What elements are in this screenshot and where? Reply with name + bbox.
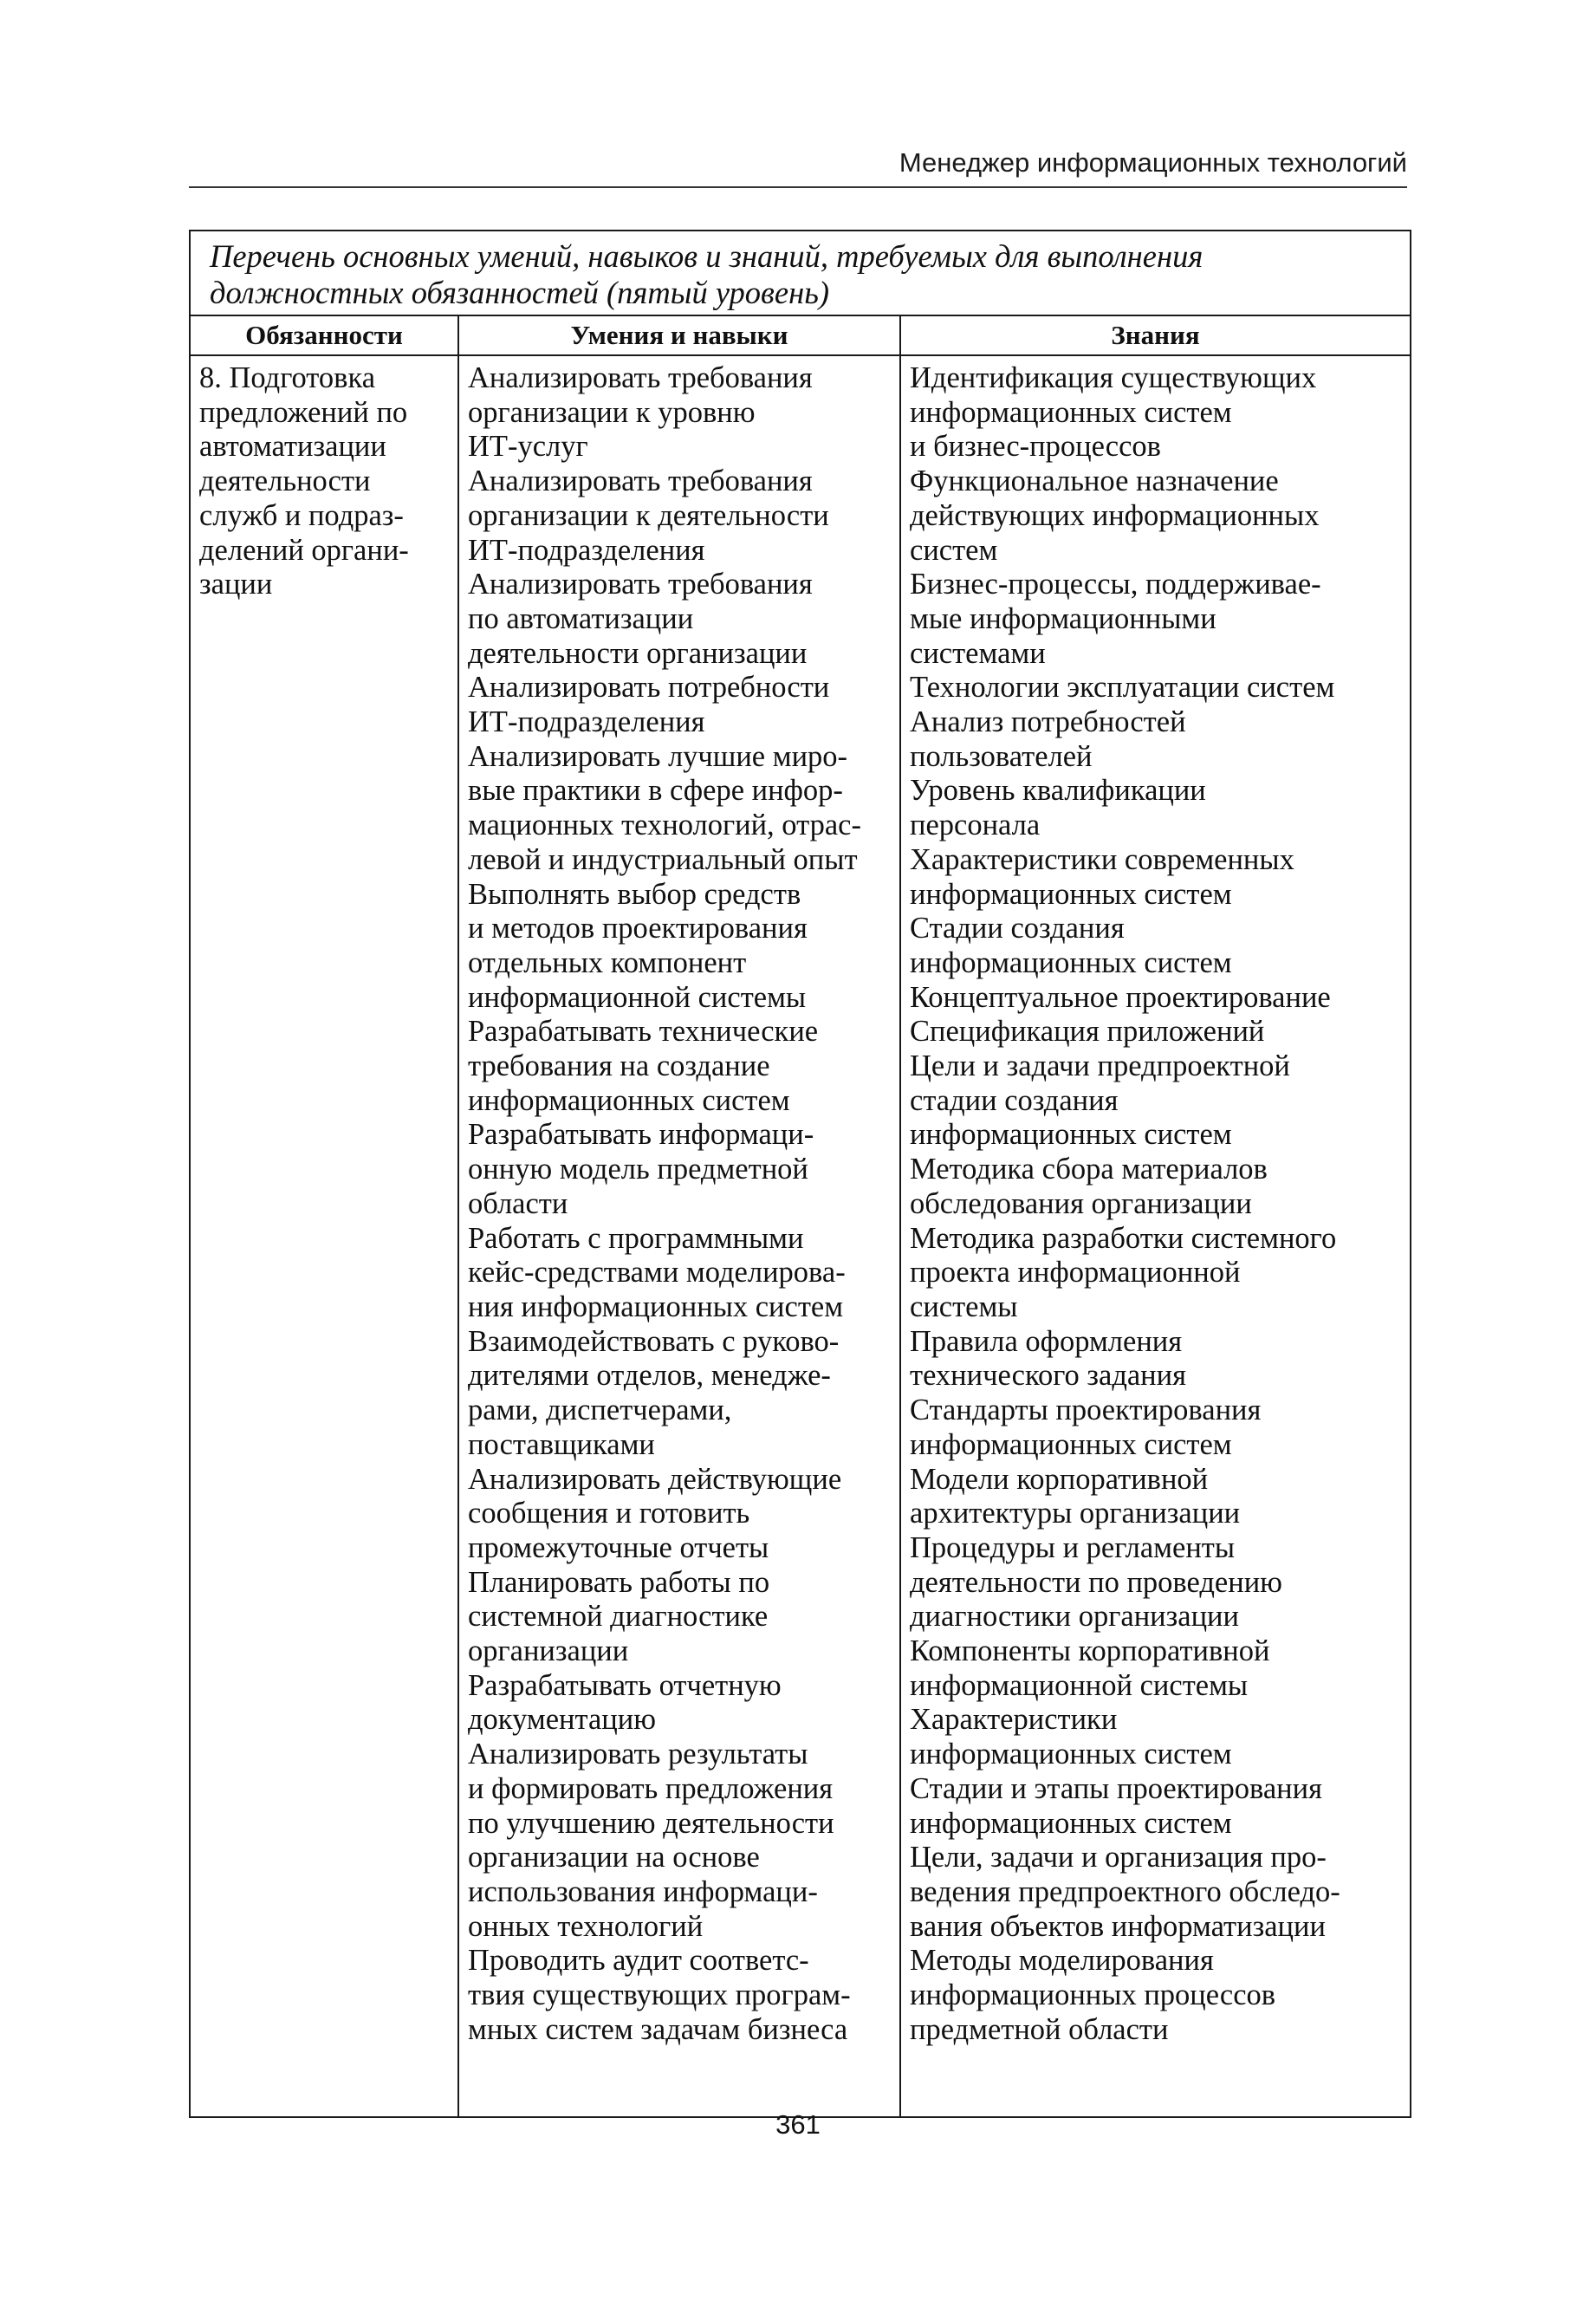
cell-line: промежуточные отчеты [468,1530,769,1564]
cell-line: мных систем задачам бизнеса [468,2012,848,2046]
cell-line: деятельности по проведению [910,1565,1282,1599]
cell-line: Проводить аудит соответс- [468,1944,809,1978]
cell-line: системами [910,636,1046,670]
cell-line: документацию [468,1703,656,1737]
cell-line: технического задания [910,1359,1186,1393]
cell-line: Выполнять выбор средств [468,877,801,911]
cell-line: и формировать предложения [468,1771,834,1805]
cell-line: Спецификация приложений [910,1015,1265,1049]
cell-line: ИТ-подразделения [468,533,705,567]
cell-line: систем [910,533,998,567]
cell-line: вые практики в сфере инфор- [468,774,843,808]
header-row [190,315,1411,355]
cell-line: твия существующих програм- [468,1978,851,2012]
cell-line: Бизнес-процессы, поддерживае- [910,568,1321,601]
cell-line: использования информаци- [468,1874,818,1908]
cell-line: стадии создания [910,1083,1119,1117]
cell-line: автоматизации [199,430,386,464]
cell-line: диагностики организации [910,1600,1239,1634]
cell-line: информационных систем [910,877,1232,911]
cell-line: организации к деятельности [468,498,829,532]
cell-line: мые информационными [910,601,1216,635]
cell-line: сообщения и готовить [468,1497,750,1530]
cell-line: Разрабатывать технические [468,1015,819,1049]
cell-line: вания объектов информатизации [910,1909,1326,1943]
competency-table [189,230,1411,2118]
cell-line: отдельных компонент [468,945,747,979]
cell-line: требования на создание [468,1049,770,1083]
cell-line: ния информационных систем [468,1290,844,1323]
cell-line: Анализировать результаты [468,1738,808,1771]
cell-line: пользователей [910,739,1093,773]
cell-line: Правила оформления [910,1324,1183,1358]
cell-line: Компоненты корпоративной [910,1634,1270,1668]
cell-line: обследования организации [910,1186,1252,1220]
cell-line: Разрабатывать информаци- [468,1118,814,1152]
cell-line: Идентификация существующих [910,361,1317,394]
cell-line: левой и индустриальный опыт [468,842,858,876]
cell-line: Взаимодействовать с руково- [468,1324,840,1358]
table-row [190,355,1411,2117]
cell-line: по улучшению деятельности [468,1806,834,1840]
cell-line: Анализировать требования [468,361,813,394]
cell-line: Планировать работы по [468,1565,770,1599]
cell-line: Работать с программными [468,1221,804,1255]
cell-line: персонала [910,809,1041,842]
cell-line: области [468,1186,568,1220]
cell-line: и бизнес-процессов [910,430,1161,464]
cell-line: Разрабатывать отчетную [468,1668,782,1702]
column-header-skills: Умения и навыки [458,315,900,355]
cell-line: служб и подраз- [199,498,404,532]
cell-line: Анализировать лучшие миро- [468,739,848,773]
cell-line: ИТ-подразделения [468,705,705,739]
cell-line: Методы моделирования [910,1944,1214,1978]
cell-line: информационной системы [468,980,807,1014]
cell-line: 8. Подготовка [199,361,376,394]
cell-line: информационных систем [910,395,1232,429]
cell-line: организации [468,1634,629,1668]
cell-line: деятельности [199,465,371,498]
cell-line: Стадии и этапы проектирования [910,1771,1322,1805]
cell-line: Цели и задачи предпроектной [910,1049,1290,1083]
caption-line: должностных обязанностей (пятый уровень) [210,275,829,310]
cell-line: делений органи- [199,533,409,567]
cell-line: Стандарты проектирования [910,1394,1262,1427]
running-header: Менеджер информационных технологий [899,147,1407,178]
cell-line: предметной области [910,2012,1169,2046]
header-rule [189,186,1407,188]
cell-line: зации [199,568,273,601]
cell-line: Анализировать действующие [468,1462,842,1496]
cell-line: Анализировать требования [468,568,813,601]
cell-line: информационных систем [910,1738,1232,1771]
cell-line: информационных систем [910,1118,1232,1152]
cell-line: информационных процессов [910,1978,1276,2012]
cell-line: информационных систем [910,945,1232,979]
cell-line: рами, диспетчерами, [468,1394,732,1427]
cell-line: Анализировать требования [468,465,813,498]
cell-line: поставщиками [468,1427,655,1461]
duties-cell [190,355,458,2117]
cell-line: архитектуры организации [910,1497,1241,1530]
cell-line: информационных систем [468,1083,790,1117]
skills-cell [458,355,900,2117]
column-header-knowledge: Знания [900,315,1411,355]
cell-line: Цели, задачи и организация про- [910,1841,1327,1874]
cell-line: информационных систем [910,1806,1232,1840]
cell-line: Анализировать потребности [468,671,830,705]
cell-line: и методов проектирования [468,912,808,945]
cell-line: Модели корпоративной [910,1462,1209,1496]
caption-line: Перечень основных умений, навыков и знаний, требуемых для выполнения [210,238,1203,274]
page-number: 361 [775,2109,821,2140]
caption-row [190,231,1411,315]
cell-line: мационных технологий, отрас- [468,809,861,842]
cell-line: предложений по [199,395,408,429]
cell-line: кейс-средствами моделирова- [468,1256,846,1290]
cell-line: организации к уровню [468,395,756,429]
cell-line: дителями отделов, менедже- [468,1359,831,1393]
cell-line: онных технологий [468,1909,704,1943]
cell-line: Анализ потребностей [910,705,1186,739]
cell-line: деятельности организации [468,636,808,670]
column-header-duties: Обязанности [190,315,458,355]
cell-line: онную модель предметной [468,1153,808,1186]
cell-line: действующих информационных [910,498,1320,532]
table-caption [190,231,1411,315]
knowledge-cell [900,355,1411,2117]
cell-line: Технологии эксплуатации систем [910,671,1335,705]
cell-line: Характеристики современных [910,842,1294,876]
cell-line: проекта информационной [910,1256,1241,1290]
cell-line: ведения предпроектного обследо- [910,1874,1340,1908]
cell-line: ИТ-услуг [468,430,588,464]
cell-line: Характеристики [910,1703,1118,1737]
cell-line: организации на основе [468,1841,760,1874]
cell-line: Методика сбора материалов [910,1153,1268,1186]
cell-line: Уровень квалификации [910,774,1206,808]
cell-line: информационной системы [910,1668,1249,1702]
cell-line: Методика разработки системного [910,1221,1337,1255]
cell-line: Функциональное назначение [910,465,1279,498]
cell-line: системной диагностике [468,1600,769,1634]
cell-line: Стадии создания [910,912,1125,945]
cell-line: системы [910,1290,1018,1323]
cell-line: Процедуры и регламенты [910,1530,1236,1564]
cell-line: информационных систем [910,1427,1232,1461]
cell-line: по автоматизации [468,601,694,635]
cell-line: Концептуальное проектирование [910,980,1331,1014]
